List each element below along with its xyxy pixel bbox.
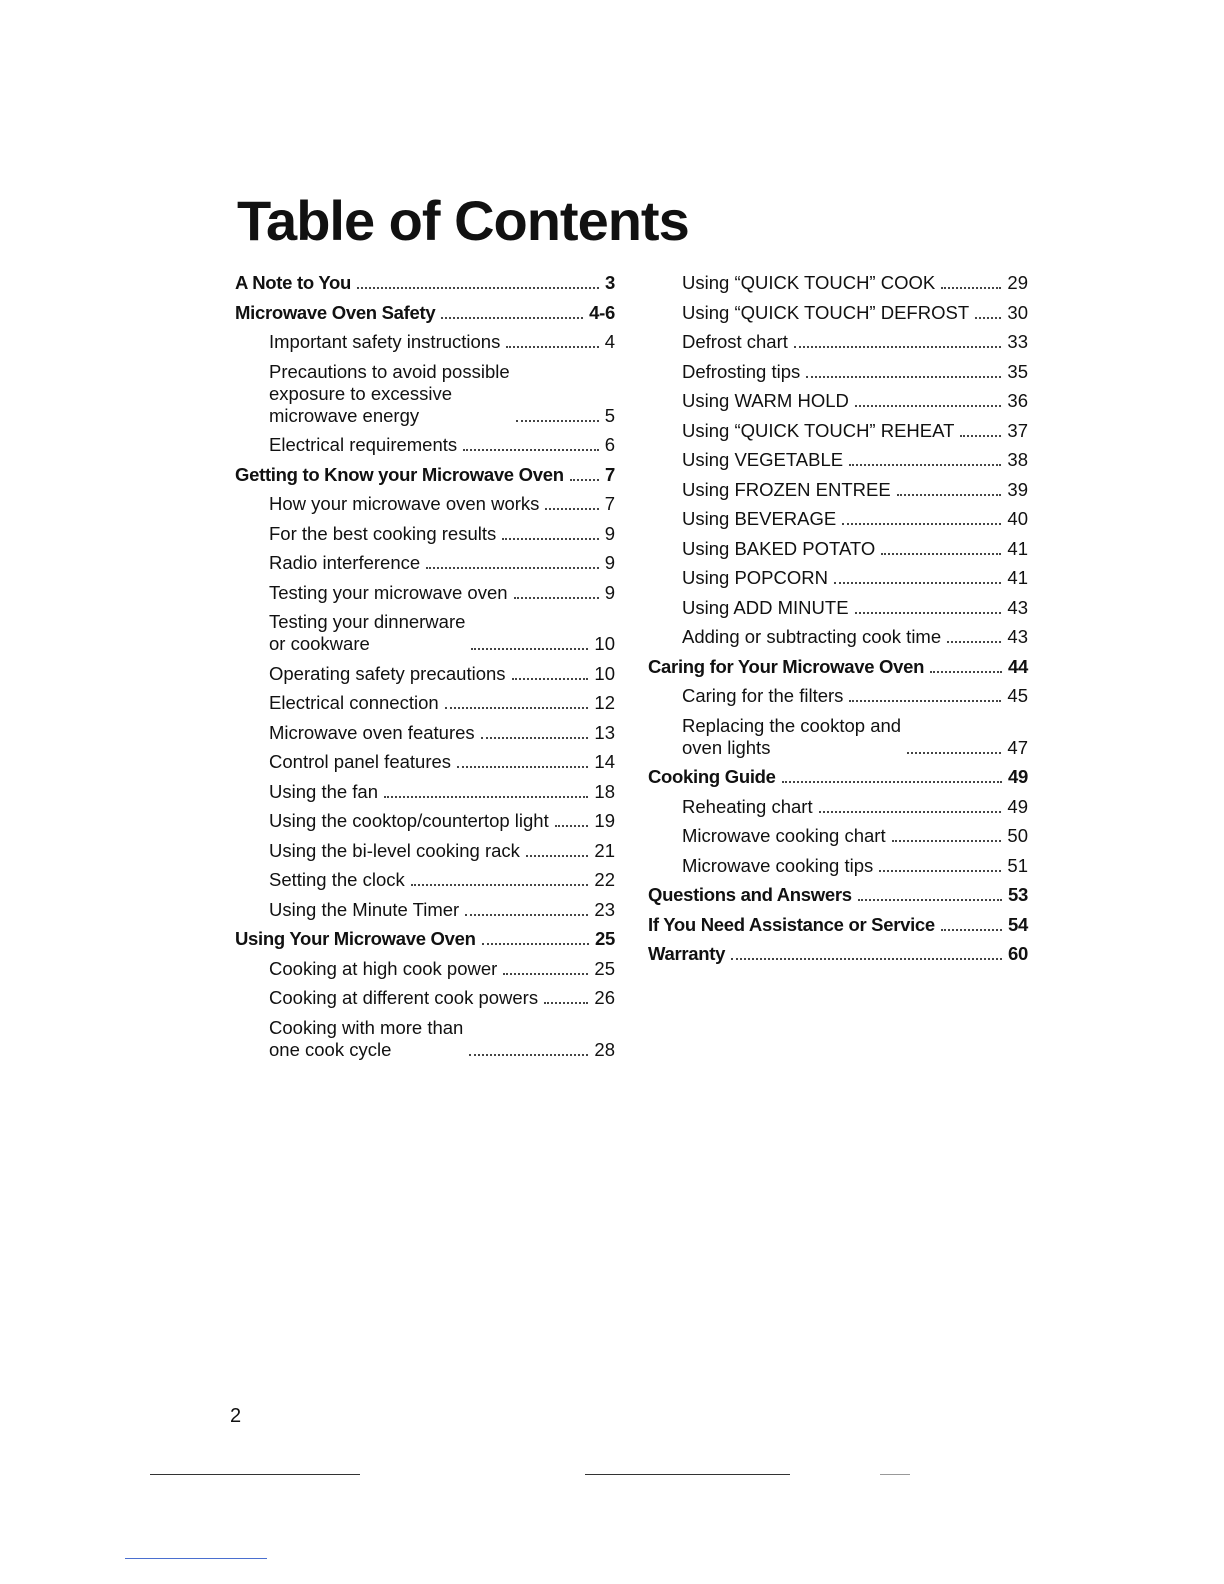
dot-leader [941,287,1001,289]
toc-entry-page: 44 [1008,655,1028,677]
toc-subentry [235,493,615,515]
toc-subentry [648,825,1028,847]
toc-entry-label: Caring for Your Microwave Oven [648,655,925,677]
page-number: 2 [230,1405,242,1427]
toc-entry-page: 41 [1007,567,1028,588]
dot-leader [930,671,1002,673]
toc-entry-page: 47 [1007,736,1028,758]
toc-subentry [235,552,615,574]
dot-leader [526,855,589,857]
toc-entry-page: 38 [1007,449,1028,470]
toc-entry-page: 6 [604,434,615,455]
dot-leader [834,582,1001,584]
footer-link-underline [125,1558,267,1559]
toc-entry-page: 43 [1007,596,1028,618]
toc-left-column [235,272,615,1068]
dot-leader [441,317,583,319]
toc-entry-page: 5 [604,404,615,426]
toc-entry-label: Questions and Answers [648,884,852,905]
toc-entry-label: Using the Minute Timer [269,898,460,920]
toc-subentry [648,538,1028,560]
toc-entry-page: 40 [1007,508,1028,529]
toc-subentry [235,722,615,744]
dot-leader [947,641,1001,643]
toc-entry-page: 26 [594,987,615,1008]
toc-entry-label: Electrical requirements [269,434,458,455]
dot-leader [426,567,599,569]
toc-entry-label: Precautions to avoid possible exposure to excessive microwave energy [269,360,510,426]
dot-leader [457,766,588,768]
dot-leader [819,811,1002,813]
toc-subentry [235,582,615,604]
dot-leader [482,943,589,945]
page-title: Table of Contents [237,189,689,252]
toc-subentry [648,361,1028,383]
toc-entry-label: Using WARM HOLD [682,390,849,411]
toc-entry-page: 54 [1008,913,1028,935]
toc-subentry [235,987,615,1009]
toc-entry-page: 60 [1008,943,1028,964]
toc-entry-label: Using the bi-level cooking rack [269,839,520,861]
toc-entry-label: A Note to You [235,272,351,293]
toc-entry-page: 9 [604,581,615,603]
toc-subentry [235,840,615,862]
dot-leader [855,405,1002,407]
footer-rule [150,1474,360,1475]
toc-entry-label: Using the cooktop/countertop light [269,810,549,831]
toc-subentry [235,751,615,773]
toc-entry-page: 33 [1007,331,1028,352]
toc-subentry [235,810,615,832]
toc-entry-label: Control panel features [269,751,452,772]
toc-entry-page: 4-6 [589,301,615,323]
dot-leader [502,538,598,540]
dot-leader [907,752,1001,754]
toc-entry-page: 9 [604,522,615,544]
toc-subentry [235,781,615,803]
toc-subentry [648,272,1028,294]
dot-leader [545,508,598,510]
toc-entry-page: 39 [1007,478,1028,500]
dot-leader [469,1054,588,1056]
toc-entry-page: 45 [1007,685,1028,706]
toc-entry-label: Microwave cooking chart [682,825,886,846]
dot-leader [411,884,589,886]
toc-entry-label: Microwave Oven Safety [235,301,436,323]
toc-subentry [648,567,1028,589]
toc-subentry [235,331,615,353]
toc-entry-page: 43 [1007,626,1028,647]
toc-subentry [235,611,615,655]
dot-leader [357,287,599,289]
toc-subentry [648,685,1028,707]
footer-rule [880,1474,910,1475]
toc-entry-label: How your microwave oven works [269,493,540,514]
toc-subentry [648,302,1028,324]
toc-entry-label: Reheating chart [682,795,813,817]
toc-subentry [648,796,1028,818]
dot-leader [463,449,599,451]
toc-entry-label: Using “QUICK TOUCH” COOK [682,272,936,293]
dot-leader [897,494,1002,496]
dot-leader [794,346,1002,348]
toc-entry-page: 50 [1007,825,1028,846]
dot-leader [881,553,1001,555]
dot-leader [849,700,1001,702]
toc-subentry [648,626,1028,648]
dot-leader [384,796,588,798]
toc-entry-page: 53 [1008,884,1028,905]
toc-entry-label: Cooking Guide [648,766,776,787]
toc-subentry [648,449,1028,471]
toc-entry-page: 29 [1007,272,1028,293]
toc-entry-label: Cooking at different cook powers [269,987,539,1008]
toc-entry-page: 37 [1007,419,1028,441]
dot-leader [544,1002,588,1004]
toc-subentry [235,523,615,545]
dot-leader [842,523,1001,525]
toc-section-entry [648,943,1028,965]
toc-right-column [648,272,1028,973]
toc-entry-label: Electrical connection [269,692,439,713]
toc-entry-page: 3 [605,272,615,293]
toc-section-entry [235,464,615,486]
dot-leader [892,840,1002,842]
dot-leader [465,914,588,916]
toc-entry-label: Setting the clock [269,869,405,890]
toc-entry-page: 10 [594,633,615,654]
toc-section-entry [235,302,615,324]
toc-entry-page: 30 [1007,301,1028,323]
toc-entry-label: Radio interference [269,552,421,573]
toc-entry-page: 51 [1007,854,1028,876]
toc-entry-page: 49 [1007,795,1028,817]
toc-entry-page: 41 [1007,537,1028,559]
toc-entry-label: Adding or subtracting cook time [682,626,942,647]
dot-leader [858,899,1002,901]
toc-subentry [648,855,1028,877]
toc-entry-label: Using “QUICK TOUCH” REHEAT [682,419,955,441]
toc-entry-label: Using Your Microwave Oven [235,928,476,949]
toc-entry-label: If You Need Assistance or Service [648,913,935,935]
dot-leader [516,420,599,422]
dot-leader [514,597,599,599]
toc-subentry [235,958,615,980]
toc-entry-label: Warranty [648,943,726,964]
toc-entry-page: 49 [1008,766,1028,787]
dot-leader [445,707,589,709]
dot-leader [471,648,588,650]
dot-leader [960,435,1001,437]
dot-leader [570,479,599,481]
toc-entry-label: Caring for the filters [682,685,844,706]
toc-entry-label: Getting to Know your Microwave Oven [235,463,564,485]
toc-entry-page: 25 [595,928,615,949]
toc-entry-label: Microwave cooking tips [682,854,874,876]
toc-entry-page: 22 [594,869,615,890]
dot-leader [849,464,1001,466]
toc-entry-page: 25 [594,957,615,979]
toc-entry-label: Using ADD MINUTE [682,596,849,618]
dot-leader [731,958,1002,960]
toc-entry-page: 4 [604,331,615,352]
footer-rule [585,1474,790,1475]
toc-entry-label: Operating safety precautions [269,662,506,684]
toc-subentry [648,331,1028,353]
toc-subentry [648,597,1028,619]
dot-leader [782,781,1002,783]
dot-leader [879,870,1001,872]
toc-entry-page: 36 [1007,390,1028,411]
toc-entry-page: 14 [594,751,615,772]
toc-entry-label: Using “QUICK TOUCH” DEFROST [682,301,970,323]
toc-subentry [648,479,1028,501]
dot-leader [503,973,588,975]
toc-section-entry [235,928,615,950]
toc-section-entry [648,656,1028,678]
toc-subentry [648,420,1028,442]
toc-entry-label: Using the fan [269,780,379,802]
toc-subentry [648,390,1028,412]
dot-leader [855,612,1002,614]
dot-leader [481,737,589,739]
toc-entry-label: Using BAKED POTATO [682,537,876,559]
toc-subentry [235,899,615,921]
toc-entry-page: 18 [594,780,615,802]
toc-entry-label: Using BEVERAGE [682,508,837,529]
toc-subentry [648,508,1028,530]
toc-subentry [648,715,1028,759]
toc-entry-label: Important safety instructions [269,331,501,352]
toc-subentry [235,663,615,685]
toc-subentry [235,434,615,456]
toc-section-entry [648,884,1028,906]
toc-entry-label: Defrost chart [682,331,788,352]
toc-entry-label: Microwave oven features [269,721,475,743]
toc-entry-label: Using VEGETABLE [682,449,844,470]
toc-entry-label: Using POPCORN [682,567,828,588]
toc-subentry [235,869,615,891]
toc-subentry [235,361,615,427]
toc-subentry [235,1017,615,1061]
toc-entry-page: 10 [594,662,615,684]
toc-section-entry [235,272,615,294]
toc-entry-label: Defrosting tips [682,360,801,382]
toc-entry-page: 13 [594,721,615,743]
toc-entry-page: 7 [605,463,615,485]
toc-entry-page: 23 [594,898,615,920]
toc-entry-page: 19 [594,810,615,831]
toc-entry-page: 7 [604,493,615,514]
toc-section-entry [648,766,1028,788]
toc-entry-label: Cooking at high cook power [269,957,498,979]
toc-entry-label: Testing your microwave oven [269,581,508,603]
dot-leader [975,317,1001,319]
toc-entry-label: Replacing the cooktop and oven lights [682,714,902,758]
toc-subentry [235,692,615,714]
toc-entry-page: 28 [594,1038,615,1060]
dot-leader [512,678,589,680]
toc-entry-label: Using FROZEN ENTREE [682,478,891,500]
toc-entry-page: 12 [594,692,615,713]
toc-entry-page: 9 [604,552,615,573]
toc-entry-page: 35 [1007,360,1028,382]
dot-leader [555,825,589,827]
dot-leader [506,346,598,348]
dot-leader [806,376,1001,378]
dot-leader [941,929,1002,931]
toc-entry-label: Testing your dinnerware or cookware [269,611,466,654]
toc-entry-label: For the best cooking results [269,522,497,544]
toc-entry-label: Cooking with more than one cook cycle [269,1016,464,1060]
toc-entry-page: 21 [594,839,615,861]
toc-section-entry [648,914,1028,936]
